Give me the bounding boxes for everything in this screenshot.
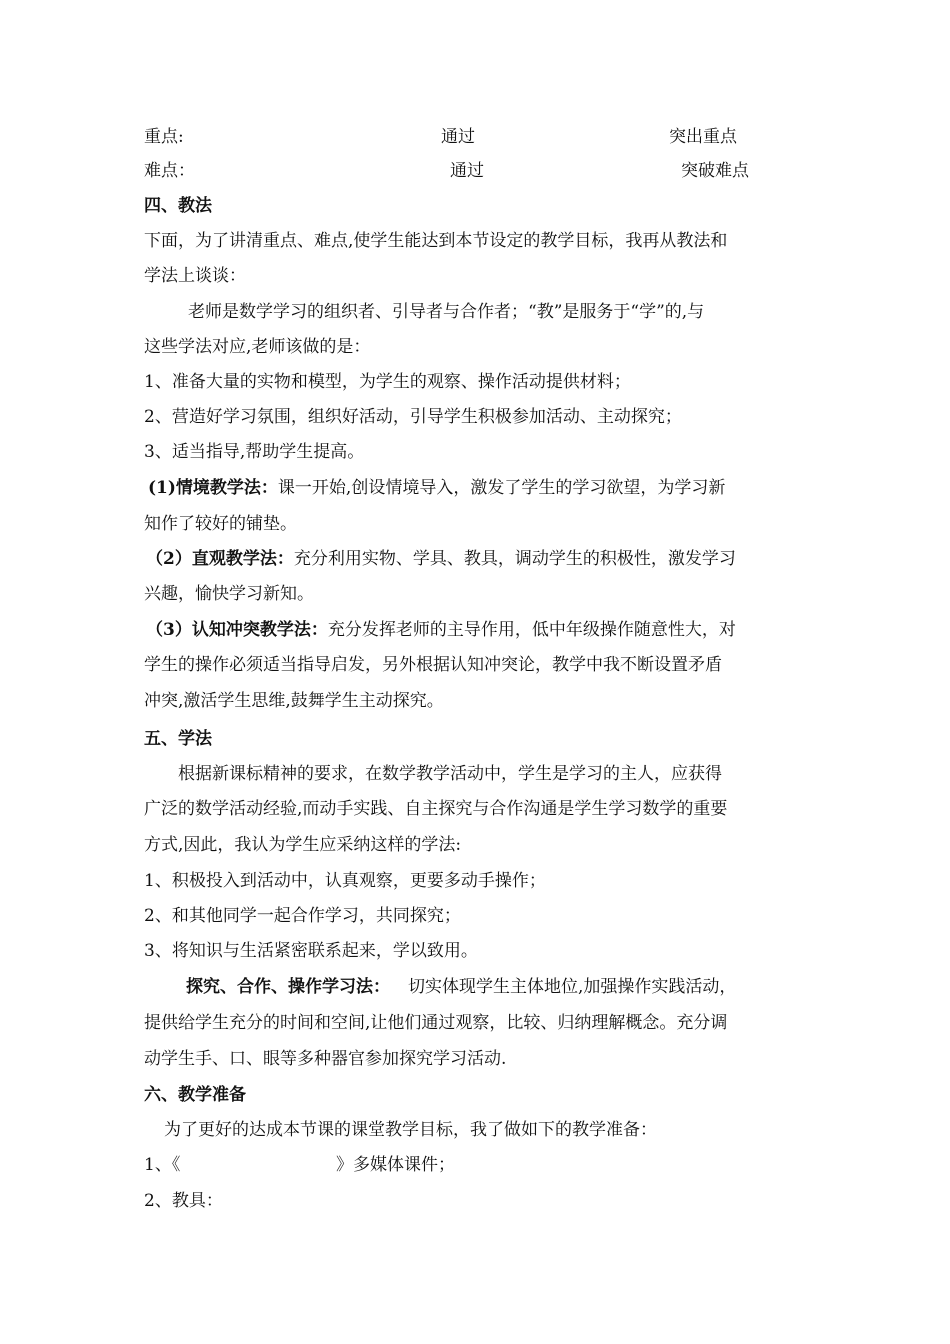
focus-via: 通过 (441, 127, 475, 147)
method-text: 切实体现学生主体地位,加强操作实践活动， (408, 977, 737, 997)
section-heading-teaching-method: 四、教法 (144, 196, 212, 216)
paragraph-line: 动学生手、口、眼等多种器官参加探究学习活动. (144, 1049, 507, 1069)
paragraph-line: 老师是数学学习的组织者、引导者与合作者；“教”是服务于“学”的,与 (188, 302, 705, 322)
method-text: 充分利用实物、学具、教具，调动学生的积极性，激发学习 (293, 549, 736, 569)
paragraph-line: 方式,因此，我认为学生应采纳这样的学法: (144, 835, 462, 855)
paragraph-line: 广泛的数学活动经验,而动手实践、自主探究与合作沟通是学生学习数学的重要 (144, 799, 728, 819)
paragraph-line: 根据新课标精神的要求，在数学教学活动中，学生是学习的主人，应获得 (178, 764, 722, 784)
list-item: 3、适当指导,帮助学生提高。 (144, 442, 365, 462)
list-item: 1、准备大量的实物和模型，为学生的观察、操作活动提供材料； (144, 372, 631, 392)
method-title: （2）直观教学法： (146, 549, 294, 569)
method-title: 探究、合作、操作学习法： (186, 977, 390, 997)
paragraph-line: 冲突,激活学生思维,鼓舞学生主动探究。 (144, 691, 444, 711)
paragraph-line: 为了更好的达成本节课的课堂教学目标，我了做如下的教学准备： (164, 1120, 657, 1140)
list-item-suffix: 》多媒体课件； (336, 1155, 455, 1175)
focus-action: 突出重点 (669, 127, 737, 147)
method-text: 课一开始,创设情境导入，激发了学生的学习欲望，为学习新 (277, 478, 726, 498)
method-item (148, 476, 818, 500)
method-item (146, 547, 816, 571)
method-title: （3）认知冲突教学法： (146, 620, 328, 640)
list-item: 2、和其他同学一起合作学习，共同探究； (144, 906, 461, 926)
method-item (146, 618, 816, 642)
section-heading-preparation: 六、教学准备 (144, 1085, 246, 1105)
focus-label: 重点: (144, 127, 184, 147)
paragraph-line: 学法上谈谈： (144, 266, 246, 286)
paragraph-line: 学生的操作必须适当指导启发，另外根据认知冲突论，教学中我不断设置矛盾 (144, 655, 722, 675)
method-text: 充分发挥老师的主导作用，低中年级操作随意性大，对 (327, 620, 736, 640)
paragraph-line: 提供给学生充分的时间和空间,让他们通过观察，比较、归纳理解概念。充分调 (144, 1013, 728, 1033)
section-heading-learning-method: 五、学法 (144, 729, 212, 749)
list-item: 2、教具： (144, 1191, 223, 1211)
list-item: 1、积极投入到活动中，认真观察，更要多动手操作； (144, 871, 546, 891)
difficulty-via: 通过 (450, 161, 484, 181)
difficulty-action: 突破难点 (681, 161, 749, 181)
paragraph-line: 兴趣，愉快学习新知。 (144, 584, 314, 604)
paragraph-line: 知作了较好的铺垫。 (144, 514, 297, 534)
list-item: 3、将知识与生活紧密联系起来，学以致用。 (144, 941, 478, 961)
list-item-prefix: 1、《 (144, 1155, 181, 1175)
paragraph-line: 这些学法对应,老师该做的是： (144, 337, 371, 357)
list-item: 2、营造好学习氛围，组织好活动，引导学生积极参加活动、主动探究； (144, 407, 682, 427)
method-title: (1)情境教学法： (148, 478, 278, 498)
paragraph-line: 下面，为了讲清重点、难点,使学生能达到本节设定的教学目标，我再从教法和 (144, 231, 728, 251)
difficulty-label: 难点： (144, 161, 195, 181)
method-item (186, 975, 856, 999)
